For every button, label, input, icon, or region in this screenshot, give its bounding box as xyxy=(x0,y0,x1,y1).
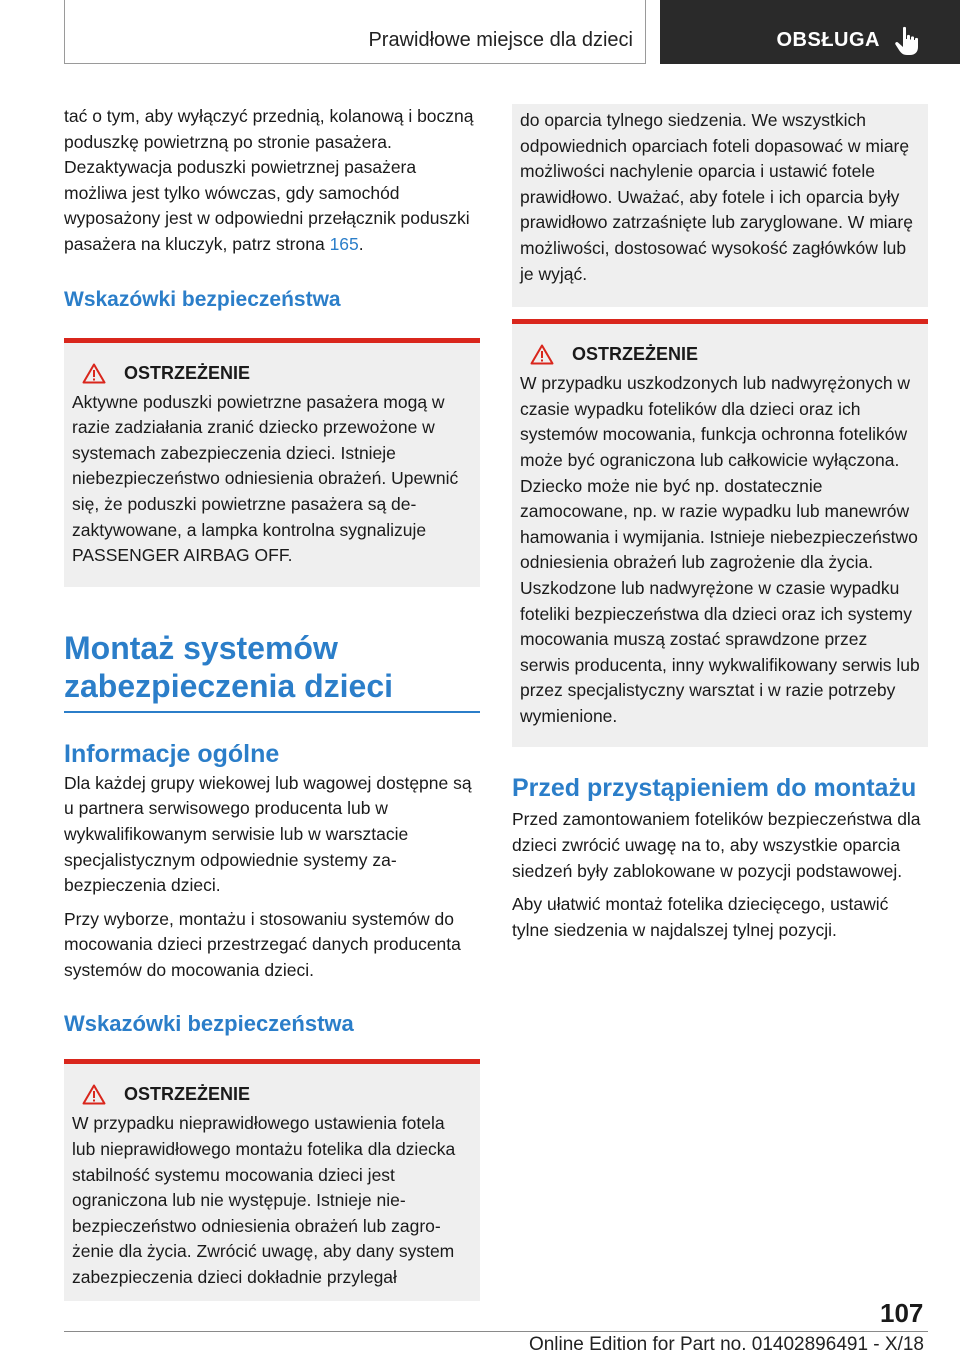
warning-title-row xyxy=(72,1084,472,1105)
pointing-hand-icon xyxy=(894,26,920,56)
warning-text: Aktywne poduszki powietrzne pasażera mogą w razie zadziałania zranić dziecko przewożone w systemach zabezpieczenia dzieci. Istnieje niebezpieczeństwo odniesienia obrażeń. Upewnić się, że poduszki powietrzne pasażera są dezaktywowane, a lampka kontrolna sygnalizuje PASSENGER AIRBAG OFF. xyxy=(72,391,459,566)
page-link[interactable]: 165 xyxy=(329,233,359,254)
general-paragraph-2: Przy wyborze, montażu i stosowaniu systemów do mocowania dzieci przestrzegać danych producenta systemów do mocowania dzieci. xyxy=(64,908,461,980)
warning-text: W przypadku uszkodzonych lub nadwyrężonych w czasie wypadku fotelików dla dzieci oraz ich systemów mocowania, funkcja ochronna fotelików może być ograniczona lub całkowicie wyłączona. Dziecko może nie być np. dostatecznie zamocowane, np. w razie wypadku lub manewrów hamowania i wymijania. Istnieje niebezpieczeństwo odniesienia obrażeń lub zagrożenie dla życia. Uszkodzone lub nadwyrężone w czasie wypadku foteliki bezpieczeństwa dla dzieci oraz ich systemy mocowania muszą zostać sprawdzone przez serwis producenta, inny wykwalifikowany serwis lub przez specjalistyczny warsztat i w razie potrzeby wymienione. xyxy=(520,373,920,726)
main-heading-rule xyxy=(64,711,480,713)
section-heading-safety-1: Wskazówki bezpieczeństwa xyxy=(64,287,341,311)
warning-box-3 xyxy=(512,319,928,747)
continued-text: do oparcia tylnego siedzenia. We wszystkich odpowiednich oparciach foteli dopasować w miarę możliwości nachylenie oparcia i ustawić fotele prawidłowo. Uważać, aby fotele i ich oparcia były prawidłowo zatrzaśnięte lub zaryglowane. W miarę możliwości, dostosować wysokość zagłówków lub je wyjąć. xyxy=(520,110,913,284)
right-column xyxy=(512,104,928,943)
warning-box-1 xyxy=(64,338,480,587)
section-heading-before-mounting: Przed przystąpieniem do montażu xyxy=(512,774,917,803)
warning-title-row xyxy=(520,344,920,365)
footer-rule xyxy=(64,1331,928,1332)
warning-title: OSTRZEŻENIE xyxy=(572,344,699,365)
header-section-title: Prawidłowe miejsce dla dzieci xyxy=(368,29,633,51)
warning-text: W przypadku nieprawidłowego ustawienia fotela lub nieprawidłowego montażu fotelika dla dziecka stabilność systemu mocowania dzieci jest ograniczona lub nie występuje. Istnieje niebezpieczeństwo odniesienia obrażeń lub zagrożenie dla życia. Zwrócić uwagę, aby dany system zabezpieczenia dzieci dokładnie przylegał xyxy=(72,1113,456,1288)
warning-title: OSTRZEŻENIE xyxy=(124,1084,251,1105)
page-number: 107 xyxy=(880,1298,924,1328)
general-paragraph-1: Dla każdej grupy wiekowej lub wagowej dostępne są u partnera serwisowego producenta lub w wykwalifikowanym serwisie lub w warsztacie specjalistycznym odpowiednie systemy zabezpieczenia dzieci. xyxy=(64,772,472,896)
header-section-title-box xyxy=(64,0,646,64)
warning-triangle-icon xyxy=(82,1084,106,1105)
warning-box-2 xyxy=(64,1059,480,1300)
before-mounting-paragraph-2: Aby ułatwić montaż fotelika dziecięcego, ustawić tylne siedzenia w najdalszej tylnej pozycji. xyxy=(512,894,889,940)
continued-warning-box xyxy=(512,104,928,307)
section-heading-safety-2: Wskazówki bezpieczeństwa xyxy=(64,1011,354,1037)
warning-triangle-icon xyxy=(82,363,106,384)
warning-title: OSTRZEŻENIE xyxy=(124,362,251,383)
intro-paragraph xyxy=(64,104,480,258)
left-column xyxy=(64,104,480,1301)
before-mounting-paragraph-1: Przed zamontowaniem fotelików bezpieczeństwa dla dzieci zwrócić uwagę na to, aby wszystkie oparcia siedzeń były zablokowane w pozycji podstawowej. xyxy=(512,809,921,881)
footer-edition: Online Edition for Part no. 01402896491 - X/18 xyxy=(528,1334,924,1355)
warning-triangle-icon xyxy=(530,344,554,365)
header-chapter-label: OBSŁUGA xyxy=(776,29,880,51)
sub-heading-general: Informacje ogólne xyxy=(64,739,280,768)
intro-end: . xyxy=(358,233,364,254)
header-chapter-tab[interactable] xyxy=(660,0,960,64)
warning-title-row xyxy=(72,363,472,384)
intro-text: tać o tym, aby wyłączyć przednią, kolanową i boczną poduszkę powietrzną po stronie pasażera. Dezaktywacja poduszki powietrznej pasażera możliwa jest tylko wówczas, gdy samochód wyposażony jest w odpowiedni przełącznik poduszki pasażera na kluczyk, patrz strona xyxy=(64,106,474,254)
main-heading: Montaż systemów zabezpieczenia dzieci xyxy=(64,629,394,704)
